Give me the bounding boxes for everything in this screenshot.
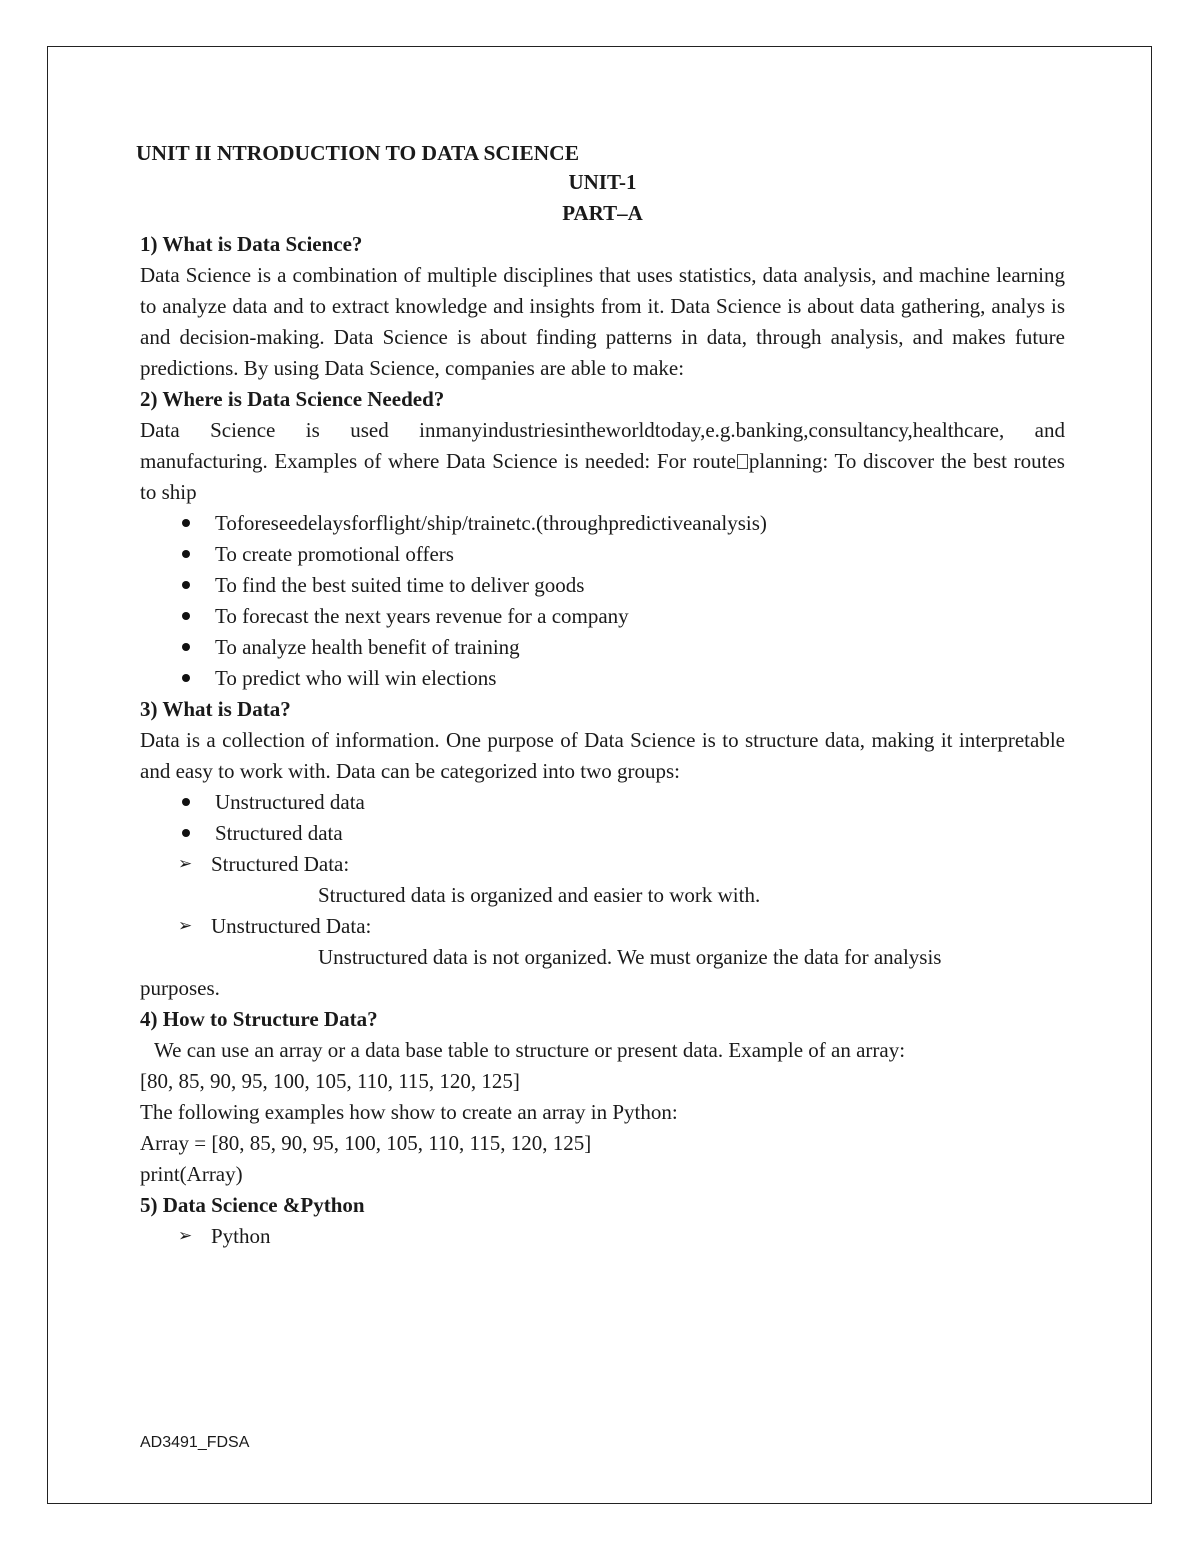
bullet-icon — [182, 581, 190, 589]
unit-heading: UNIT-1 — [568, 170, 637, 194]
document-title: UNIT II NTRODUCTION TO DATA SCIENCE — [136, 141, 580, 165]
question-5-heading: 5) Data Science &Python — [140, 1193, 365, 1217]
question-4-line-2: [80, 85, 90, 95, 100, 105, 110, 115, 120, 125] — [140, 1069, 520, 1093]
question-1-answer: Data Science is a combination of multiple disciplines that uses statistics, data analysis, and machine learning to analyze data and to extract knowledge and insights from it. Data Science is about data gathering, analys is and decision-making. Data Science is about finding patterns in data, through analysis, and makes future predictions. By using Data Science, companies are able to make: — [140, 263, 1065, 380]
structured-data-text: Structured data is organized and easier to work with. — [318, 883, 761, 907]
list-item: Structured data — [140, 818, 1065, 849]
arrow-bullet-icon: ➢ — [178, 1226, 193, 1246]
unstructured-data-text-cont: purposes. — [140, 976, 220, 1000]
list-item: To forecast the next years revenue for a company — [140, 601, 1065, 632]
unstructured-data-label: ➢ Unstructured Data: — [140, 911, 1065, 942]
bullet-icon — [182, 798, 190, 806]
missing-glyph-icon — [737, 454, 748, 469]
question-2-answer-part2: planning: To discover the best routes to ship — [140, 449, 1065, 504]
arrow-bullet-icon: ➢ — [178, 916, 193, 936]
question-3-answer: Data is a collection of information. One purpose of Data Science is to structure data, making it interpretable and easy to work with. Data can be categorized into two groups: — [140, 728, 1065, 783]
page-footer: AD3491_FDSA — [140, 1434, 250, 1451]
structured-data-label: ➢ Structured Data: — [140, 849, 1065, 880]
document-body — [136, 138, 1065, 1252]
python-item: ➢ Python — [140, 1221, 1065, 1252]
question-4-line-4: Array = [80, 85, 90, 95, 100, 105, 110, 115, 120, 125] — [140, 1131, 592, 1155]
question-4-heading: 4) How to Structure Data? — [140, 1007, 378, 1031]
bullet-icon — [182, 519, 190, 527]
list-item: To create promotional offers — [140, 539, 1065, 570]
question-4-line-1: We can use an array or a data base table to structure or present data. Example of an array: — [154, 1038, 906, 1062]
data-groups-list — [140, 787, 1065, 849]
bullet-icon — [182, 643, 190, 651]
question-4-line-3: The following examples how show to create an array in Python: — [140, 1100, 678, 1124]
unstructured-data-text: Unstructured data is not organized. We must organize the data for analysis — [318, 945, 942, 969]
question-4-line-5: print(Array) — [140, 1162, 243, 1186]
list-item: To predict who will win elections — [140, 663, 1065, 694]
question-1-heading: 1) What is Data Science? — [140, 232, 363, 256]
question-2-heading: 2) Where is Data Science Needed? — [140, 387, 445, 411]
bullet-icon — [182, 674, 190, 682]
list-item: To analyze health benefit of training — [140, 632, 1065, 663]
list-item: Unstructured data — [140, 787, 1065, 818]
list-item: Toforeseedelaysforflight/ship/trainetc.(throughpredictiveanalysis) — [140, 508, 1065, 539]
bullet-icon — [182, 612, 190, 620]
question-2-answer — [140, 415, 1065, 508]
bullet-icon — [182, 829, 190, 837]
needed-examples-list — [140, 508, 1065, 694]
arrow-bullet-icon: ➢ — [178, 854, 193, 874]
question-3-heading: 3) What is Data? — [140, 697, 291, 721]
list-item: To find the best suited time to deliver goods — [140, 570, 1065, 601]
part-heading: PART–A — [562, 201, 643, 225]
bullet-icon — [182, 550, 190, 558]
question-2-answer-part1: Data Science is used inmanyindustriesintheworldtoday,e.g.banking,consultancy,healthcare, and manufacturing. Examples of where Data Science is needed: For route — [140, 418, 1065, 473]
